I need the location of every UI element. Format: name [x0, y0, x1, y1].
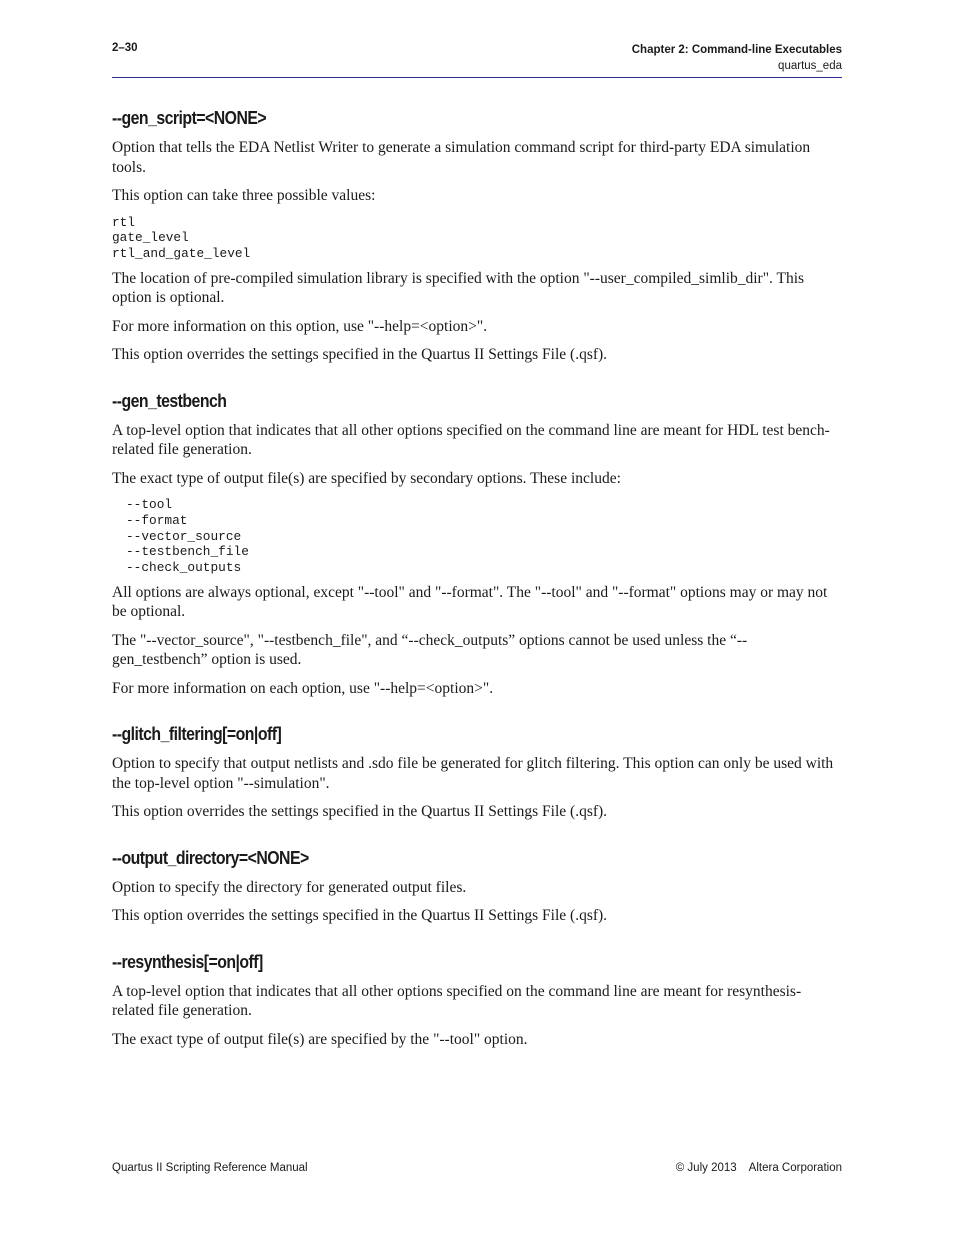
paragraph: A top-level option that indicates that all other options specified on the command line are meant for resynthesis- related file generation. — [112, 982, 802, 1020]
paragraph: All options are always optional, except "--tool" and "--format". The "--tool" and "--format" options may or may not be optional. — [112, 583, 828, 621]
paragraph: The exact type of output file(s) are specified by secondary options. These include: — [112, 469, 621, 487]
corporation-name: Altera Corporation — [748, 1162, 842, 1174]
paragraph: Option to specify the directory for generated output files. — [112, 878, 467, 896]
paragraph: Option to specify that output netlists and .sdo file be generated for glitch filtering. This option can only be used with the top-level option "--simulation". — [112, 755, 834, 792]
section-name: quartus_eda — [778, 60, 842, 72]
running-header — [632, 42, 842, 74]
paragraph: A top-level option that indicates that all other options specified on the command line are meant for HDL test bench-related file generation. — [112, 421, 830, 459]
paragraph: This option overrides the settings specified in the Quartus II Settings File (.qsf). — [112, 803, 608, 821]
paragraph: For more information on each option, use "--help=<option>". — [112, 679, 494, 697]
section-heading: --gen_script=<NONE> — [112, 108, 267, 128]
section-glitch-filtering — [112, 722, 842, 822]
section-heading: --glitch_filtering[=on|off] — [112, 724, 282, 745]
paragraph: The location of pre-compiled simulation library is specified with the option "--user_compiled_simlib_dir". This option is optional. — [112, 269, 805, 307]
section-resynthesis — [112, 950, 842, 1050]
copyright — [676, 1162, 842, 1174]
manual-title: Quartus II Scripting Reference Manual — [112, 1162, 308, 1174]
code-block: rtl gate_level rtl_and_gate_level — [112, 214, 251, 261]
paragraph: This option can take three possible values: — [112, 187, 376, 204]
paragraph: The "--vector_source", "--testbench_file", and “--check_outputs” options cannot be used unless the “--gen_testbench” option is used. — [112, 631, 748, 669]
header-divider — [112, 77, 842, 78]
section-gen-script — [112, 106, 842, 365]
code-block: --tool --format --vector_source --testbench_file --check_outputs — [126, 497, 249, 575]
paragraph: Option that tells the EDA Netlist Writer to generate a simulation command script for third-party EDA simulation tools. — [112, 139, 811, 176]
section-output-directory — [112, 846, 842, 926]
section-heading: --resynthesis[=on|off] — [112, 951, 263, 972]
page-number: 2–30 — [112, 42, 138, 54]
section-heading: --gen_testbench — [112, 390, 227, 411]
paragraph: For more information on this option, use "--help=<option>". — [112, 317, 488, 335]
paragraph: This option overrides the settings specified in the Quartus II Settings File (.qsf). — [112, 346, 608, 364]
chapter-title: Chapter 2: Command-line Executables — [631, 44, 842, 56]
page-body — [112, 106, 842, 1058]
section-gen-testbench — [112, 389, 842, 699]
copyright-date: © July 2013 — [675, 1162, 737, 1174]
paragraph: This option overrides the settings specified in the Quartus II Settings File (.qsf). — [112, 907, 608, 925]
paragraph: The exact type of output file(s) are specified by the "--tool" option. — [112, 1030, 528, 1048]
section-heading: --output_directory=<NONE> — [112, 847, 309, 868]
